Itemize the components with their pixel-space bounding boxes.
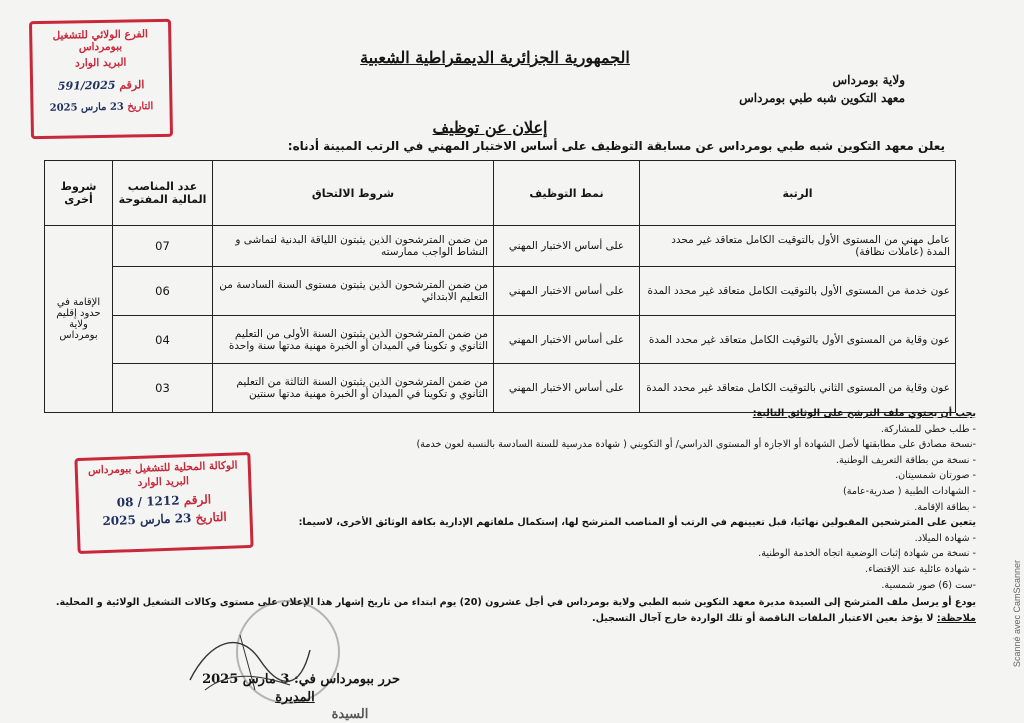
stamp-top-agency: الفرع الولائي للتشغيل ببومرداس — [52, 28, 149, 54]
row-grade: عون خدمة من المستوى الأول بالتوقيت الكامل متعاقد غير محدد المدة — [640, 266, 956, 316]
document-item: - الشهادات الطبية ( صدرية-عامة) — [842, 485, 976, 497]
signature-name: السيدة — [331, 707, 369, 722]
documents-section — [55, 406, 976, 626]
accepted-item: - شهادة عائلية عند الإقتضاء. — [865, 563, 976, 575]
row-positions: 07 — [113, 226, 213, 267]
announcement-title: إعلان عن توظيف — [432, 118, 548, 137]
institute-name: معهد التكوين شبه طبي بومرداس — [739, 91, 905, 105]
stamp-bottom-date-row — [79, 509, 249, 529]
header-grade: الرتبة — [640, 161, 956, 226]
row-mode: على أساس الاختبار المهني — [494, 266, 640, 316]
recruitment-table — [44, 160, 956, 413]
stamp-bottom-label: البريد الوارد — [137, 475, 190, 489]
stamp-top-incoming-mail — [29, 19, 173, 139]
row-conditions: من ضمن المترشحون الذين يثبتون مستوى السنة السادسة من التعليم الابتدائي — [213, 266, 494, 316]
stamp-bottom-date-label: التاريخ — [195, 509, 227, 525]
row-mode: على أساس الاختبار المهني — [494, 364, 640, 413]
accepted-item: - شهادة الميلاد. — [914, 532, 976, 544]
table-row — [45, 226, 956, 267]
signature-place-date: حرر ببومرداس في: 3 مارس 2025 — [202, 672, 400, 687]
signature-role: المديرة — [275, 690, 315, 705]
stamp-top-reg-row — [33, 78, 169, 93]
stamp-bottom-reg-row — [79, 491, 249, 511]
announcement-intro: يعلن معهد التكوين شبه طبي بومرداس عن مسابقة التوظيف على أساس الاختبار المهني في الرتب المبينة أدناه: — [287, 139, 945, 153]
republic-title: الجمهورية الجزائرية الديمقراطية الشعبية — [360, 48, 630, 67]
stamp-top-date-row — [33, 101, 169, 114]
stamp-top-label: البريد الوارد — [74, 56, 127, 70]
document-item: - طلب خطي للمشاركة. — [880, 423, 976, 435]
row-conditions: من ضمن المترشحون الذين يثبتون السنة الأولى من التعليم الثانوي و تكوينا في الميدان أو الخبرة مهنية مدتها سنة واحدة — [213, 316, 494, 364]
row-mode: على أساس الاختبار المهني — [494, 316, 640, 364]
row-conditions: من ضمن المترشحون الذين يثبتون السنة الثالثة من التعليم الثانوي و تكوينا في الميدان أو الخبرة مهنية مدتها سنتين — [213, 364, 494, 413]
document-item: - نسخة من بطاقة التعريف الوطنية. — [835, 454, 976, 466]
table-row — [45, 266, 956, 316]
scanner-watermark: Scanné avec CamScanner — [1012, 560, 1022, 668]
stamp-top-reg-label: الرقم — [119, 78, 145, 92]
header-conditions: شروط الالتحاق — [213, 161, 494, 226]
note-text: لا يؤخذ بعين الاعتبار الملفات الناقصة أو تلك الواردة خارج آجال التسجيل. — [592, 612, 934, 624]
handwritten-signature — [180, 620, 320, 700]
row-grade: عون وقاية من المستوى الأول بالتوقيت الكامل متعاقد غير محدد المدة — [640, 316, 956, 364]
row-conditions: من ضمن المترشحون الذين يثبتون اللياقة البدنية لتماشى و النشاط الواجب ممارسته — [213, 226, 494, 267]
header-mode: نمط التوظيف — [494, 161, 640, 226]
header-other: شروط أخرى — [45, 161, 113, 226]
stamp-top-date-value: 23 مارس 2025 — [49, 101, 124, 114]
table-row — [45, 316, 956, 364]
stamp-top-date-label: التاريخ — [127, 101, 154, 113]
wilaya-name: ولاية بومرداس — [832, 73, 905, 87]
stamp-bottom-reg-number: 08 / 1212 — [116, 493, 180, 510]
row-grade: عامل مهني من المستوى الأول بالتوقيت الكامل متعاقد غير محدد المدة (عاملات نظافة) — [640, 226, 956, 267]
document-item: -نسخة مصادق على مطابقتها لأصل الشهادة أو الاجازة أو المستوى الدراسي/ أو التكويني ( شهادة مدرسية للسنة السادسة بالنسبة لعون خدمة) — [416, 439, 976, 451]
table-header-row — [45, 161, 956, 226]
row-grade: عون وقاية من المستوى الثاني بالتوقيت الكامل متعاقد غير محدد المدة — [640, 364, 956, 413]
row-positions: 06 — [113, 266, 213, 316]
document-item: - بطاقة الإقامة. — [914, 501, 976, 513]
deposit-text: يودع أو يرسل ملف المترشح إلى السيدة مديرة معهد التكوين شبه الطبي ولاية بومرداس في أجل عشرون (20) يوم ابتداء من تاريخ إشهار هذا الإعلان على مستوى وكالات التشغيل الولائية و المحلية. — [55, 597, 976, 609]
stamp-bottom-agency: الوكالة المحلية للتشغيل ببومرداس — [87, 459, 238, 477]
accepted-title: يتعين على المترشحين المقبولين نهائيا، قبل تعيينهم في الرتب أو المناصب المترشح لها، إستكمال ملفاتهم الإدارية بكافة الوثائق الأخرى، لاسيما: — [298, 517, 976, 529]
other-conditions: الإقامة في حدود إقليم ولاية بومرداس — [45, 226, 113, 413]
header-positions: عدد المناصب المالية المفتوحة — [113, 161, 213, 226]
stamp-bottom-date-value: 23 مارس 2025 — [102, 511, 192, 529]
documents-title: يجب أن يحتوي ملف الترشح على الوثائق التالية: — [752, 408, 976, 419]
note-label: ملاحظة: — [936, 612, 976, 624]
accepted-item: - نسخة من شهادة إثبات الوضعية اتجاه الخدمة الوطنية. — [758, 548, 976, 560]
row-positions: 03 — [113, 364, 213, 413]
row-positions: 04 — [113, 316, 213, 364]
accepted-item: -ست (6) صور شمسية. — [881, 579, 976, 591]
row-mode: على أساس الاختبار المهني — [494, 226, 640, 267]
stamp-bottom-reg-label: الرقم — [183, 492, 212, 508]
stamp-bottom-incoming-mail — [74, 452, 253, 554]
document-item: - صورتان شمسيتان. — [895, 470, 976, 482]
stamp-top-reg-number: 591/2025 — [57, 78, 116, 93]
